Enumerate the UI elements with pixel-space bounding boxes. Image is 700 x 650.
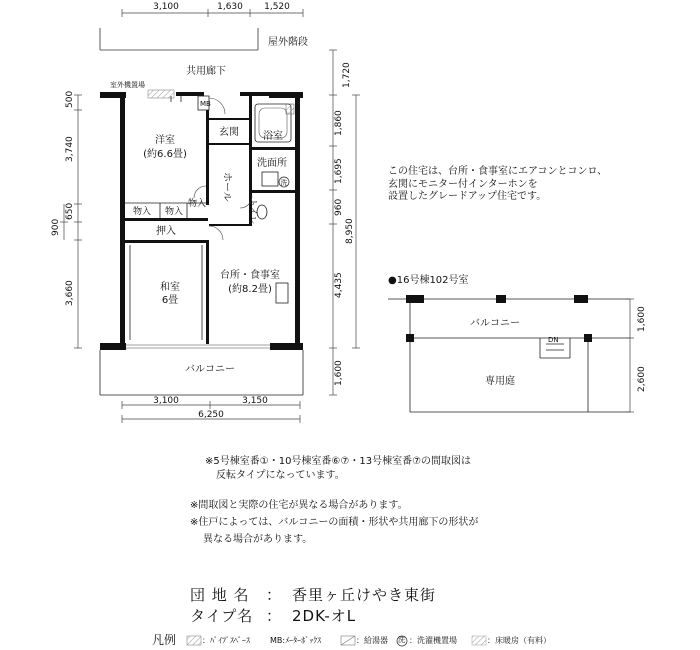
note-balcony-line-1: ※住戸によっては、バルコニーの面積・形状や共用廊下の形状が: [190, 517, 479, 528]
outdoor-stairs-label: 屋外階段: [268, 37, 308, 48]
bottom-dim-total: 6,250: [198, 410, 224, 420]
right-dim-3: 1,695: [334, 158, 344, 184]
top-dim-2: 1,630: [217, 2, 243, 12]
legend-meter-box: MB:ﾒｰﾀｰﾎﾞｯｸｽ: [270, 636, 322, 645]
left-dimension-line: [60, 95, 82, 348]
outdoor-unit-area: [148, 90, 174, 98]
balcony-label: バルコニー: [185, 364, 235, 375]
legend-floor-heating: ：床暖房（有料）: [487, 636, 551, 645]
type-separator: ：: [266, 607, 283, 625]
type-name: 2DK-オL: [292, 607, 357, 625]
room-japanese-size: 6畳: [161, 295, 179, 306]
common-corridor-label: 共用廊下: [186, 66, 226, 77]
description: [388, 166, 607, 204]
water-heater: [286, 104, 294, 114]
estate-label: 団 地 名: [190, 586, 250, 604]
room-bath: 浴室: [263, 131, 283, 142]
storage-3: 物入: [187, 199, 207, 209]
top-dim-1: 3,100: [153, 2, 179, 12]
left-dim-2: 3,740: [65, 136, 75, 162]
room-kitchen-name: 台所・食事室: [220, 270, 280, 281]
note-differ: ※間取図と実際の住宅が異なる場合があります。: [190, 500, 408, 511]
legend-floor-heating-swatch: [472, 636, 486, 645]
legend-pipe-space-swatch: [187, 636, 201, 645]
note-reverse-line-2: 反転タイプになっています。: [216, 470, 345, 481]
section-garden: 専用庭: [485, 376, 515, 387]
legend-washer: ：洗濯機置場: [409, 636, 457, 645]
legend-water-heater: ：給湯器: [356, 636, 388, 645]
outdoor-stairs: [100, 28, 258, 50]
section-diagram: [388, 299, 630, 412]
room-washroom: 洗面所: [257, 158, 287, 169]
left-dim-5: 3,660: [65, 280, 75, 306]
section-dim-2: 2,600: [637, 366, 647, 392]
closet-label: 押入: [156, 226, 176, 237]
bottom-dim-2: 3,150: [242, 396, 268, 406]
legend-washer-mark: 洗: [398, 636, 405, 644]
storage-1: 物入: [132, 207, 152, 217]
bottom-dim-1: 3,100: [153, 396, 179, 406]
meter-box-label: MB: [200, 100, 211, 108]
right-dim-6: 1,600: [334, 360, 344, 386]
section-dimension-line: [626, 299, 634, 412]
left-dim-4: 650: [65, 202, 75, 220]
top-dim-3: 1,520: [264, 2, 290, 12]
room-toilet: トイレ: [247, 198, 257, 225]
section-dim-1: 1,600: [637, 306, 647, 332]
section-title: ●16号棟102号室: [388, 275, 469, 286]
legend-water-heater-diag: [341, 636, 355, 645]
description-line-3: 設置したグレードアップ住宅です。: [388, 191, 547, 202]
right-dim-1: 1,720: [342, 62, 352, 88]
note-reverse-line-1: ※5号棟室番①・10号棟室番⑥⑦・13号棟室番⑦の間取図は: [205, 456, 472, 467]
note-balcony-line-2: 異なる場合があります。: [203, 534, 313, 545]
washer-mark-label: 洗: [280, 179, 288, 187]
right-dim-2: 1,860: [334, 110, 344, 136]
legend-pipe-space: ：ﾊﾟｲﾌﾟｽﾍﾟｰｽ: [202, 636, 250, 645]
estate-separator: ：: [266, 586, 283, 604]
estate-name: 香里ヶ丘けやき東街: [292, 586, 437, 604]
left-dim-3: 900: [51, 218, 61, 236]
right-dim-4: 960: [334, 198, 344, 216]
section-dn: DN: [548, 336, 559, 344]
room-kitchen-size: (約8.2畳): [228, 284, 272, 295]
bottom-windows: [126, 345, 270, 348]
right-dim-total: 8,950: [345, 218, 355, 244]
legend-title: 凡例: [152, 633, 177, 647]
room-western-name: 洋室: [155, 135, 175, 146]
room-entrance: 玄関: [219, 127, 239, 138]
type-label: タイプ名: [190, 607, 254, 625]
section-balcony: バルコニー: [470, 318, 520, 329]
description-line-1: この住宅は、台所・食事室にエアコンとコンロ、: [388, 166, 608, 177]
right-dim-5: 4,435: [334, 272, 344, 298]
toilet-fixture: [257, 205, 267, 219]
room-japanese-name: 和室: [160, 282, 180, 293]
outdoor-unit-label: 室外機置場: [110, 81, 145, 89]
description-line-2: 玄関にモニター付インターホンを: [388, 178, 538, 190]
storage-2: 物入: [164, 207, 184, 217]
room-hall: ホール: [221, 172, 232, 202]
left-dim-1: 500: [65, 90, 75, 108]
room-western-size: (約6.6畳): [143, 149, 187, 160]
